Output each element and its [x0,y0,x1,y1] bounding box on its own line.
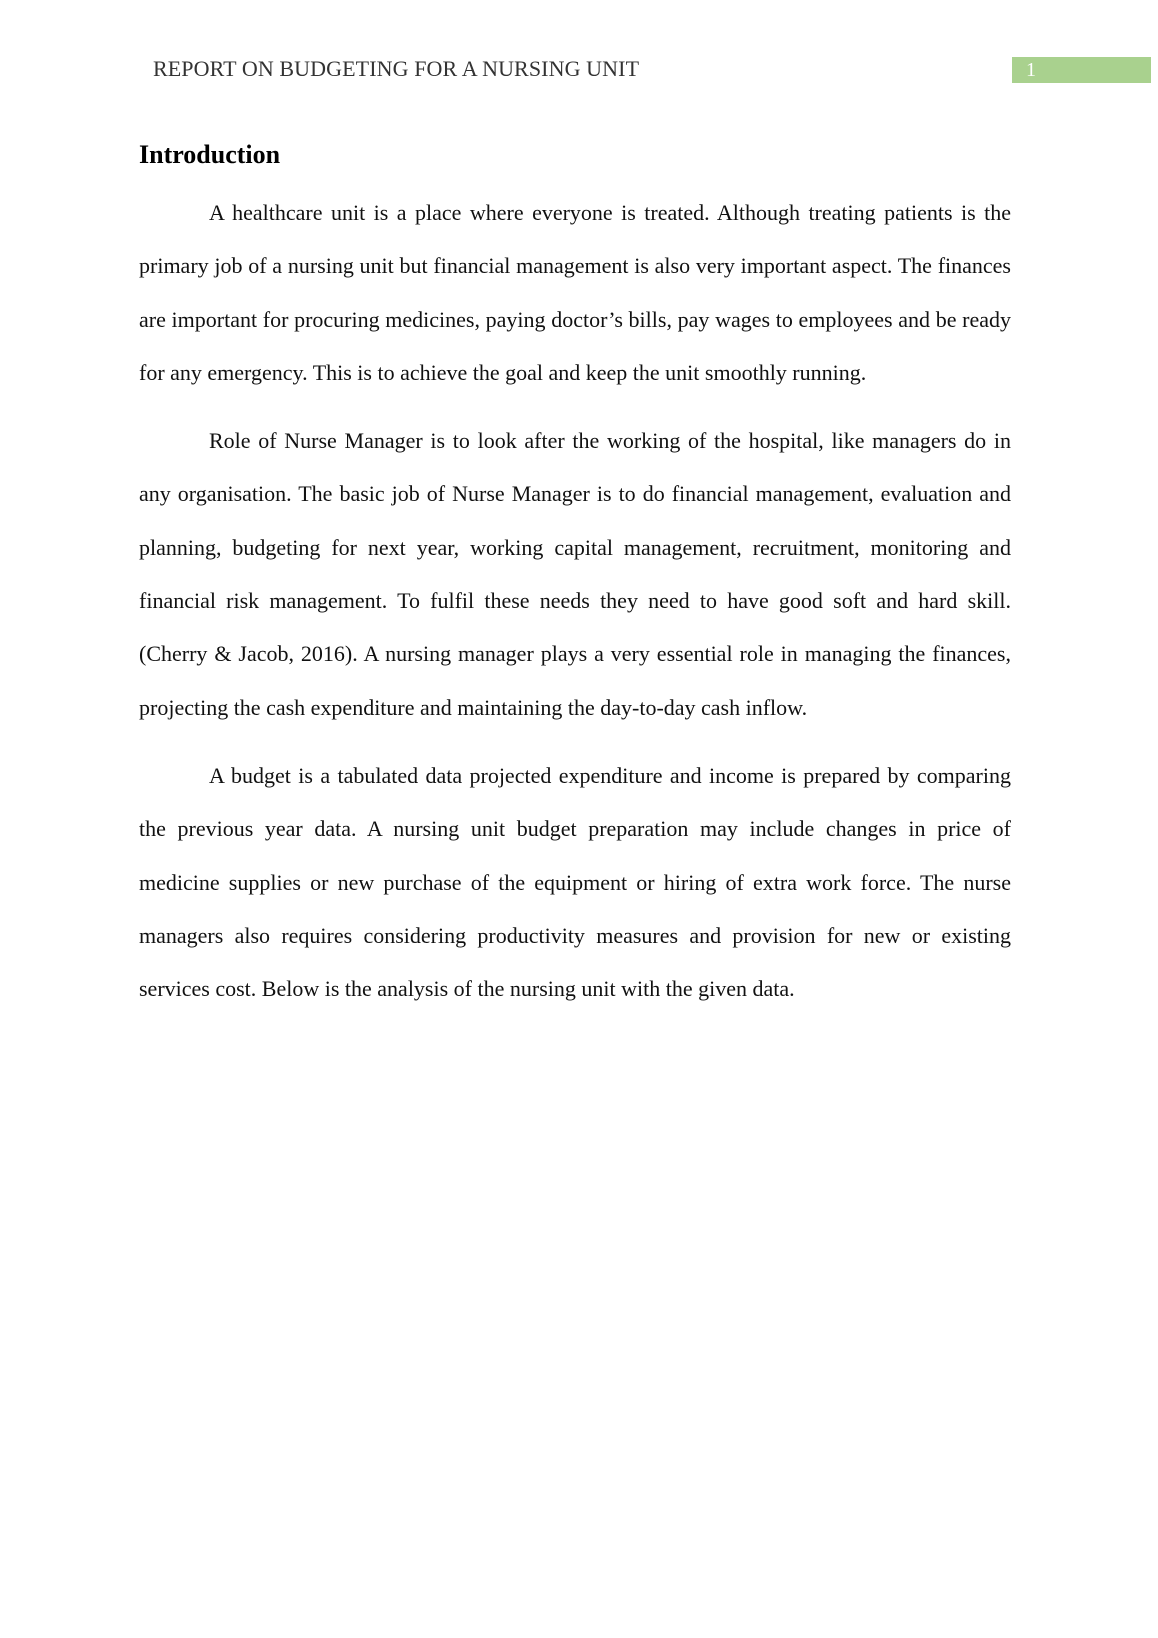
page-number: 1 [1026,59,1036,81]
paragraph-healthcare-unit: A healthcare unit is a place where everyone is treated. Although treating patients is the primary job of a nursing unit but financial management is also very important aspect. The finances are important for procuring medicines, paying doctor’s bills, pay wages to employees and be ready for any emergency. This is to achieve the goal and keep the unit smoothly running. [139,200,1011,385]
page-number-badge [1012,57,1151,83]
section-heading-introduction: Introduction [139,140,281,169]
document-body [139,138,1011,1030]
paragraph-nurse-manager-role: Role of Nurse Manager is to look after the working of the hospital, like managers do in any organisation. The basic job of Nurse Manager is to do financial management, evaluation and planning, budgeting for next year, working capital management, recruitment, monitoring and financial risk management. To fulfil these needs they need to have good soft and hard skill. (Cherry & Jacob, 2016). A nursing manager plays a very essential role in managing the finances, projecting the cash expenditure and maintaining the day-to-day cash inflow. [139,428,1011,720]
paragraph-budget-definition: A budget is a tabulated data projected expenditure and income is prepared by comparing the previous year data. A nursing unit budget preparation may include changes in price of medicine supplies or new purchase of the equipment or hiring of extra work force. The nurse managers also requires considering productivity measures and provision for new or existing services cost. Below is the analysis of the nursing unit with the given data. [139,762,1011,1002]
running-header-title: REPORT ON BUDGETING FOR A NURSING UNIT [153,56,640,81]
